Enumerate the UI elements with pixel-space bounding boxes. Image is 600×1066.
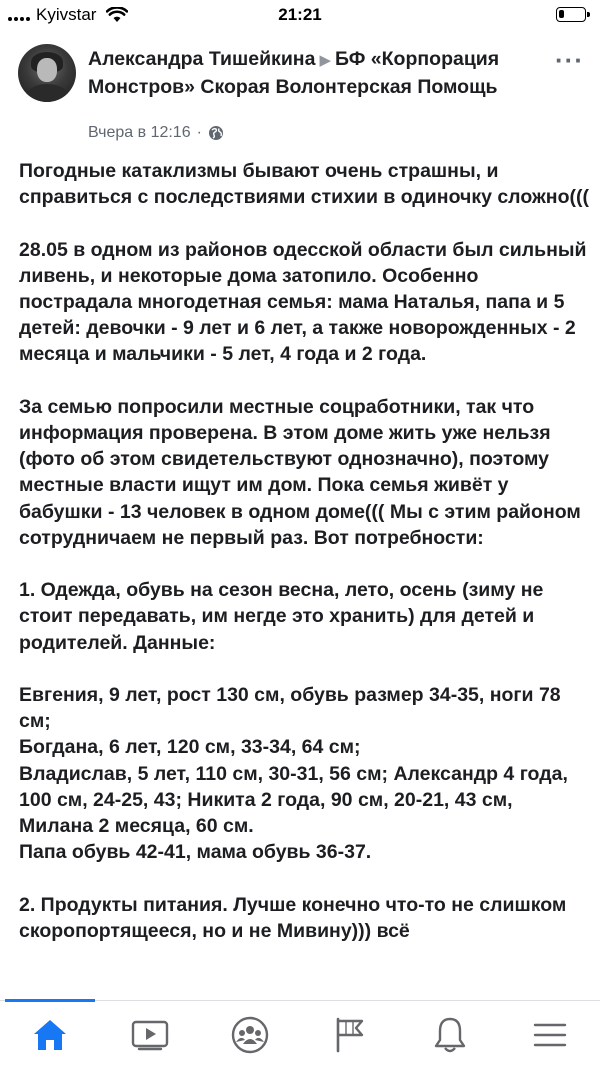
group-name-link[interactable]: БФ «Корпорация Монстров» Скорая Волонтерская Помощь xyxy=(88,48,500,98)
post-paragraph: 2. Продукты питания. Лучше конечно что-то не слишком скоропортящееся, но и не Мивину))) всё xyxy=(19,893,567,942)
notifications-bell-icon xyxy=(433,1016,467,1054)
nav-menu[interactable] xyxy=(530,1017,570,1053)
meta-separator: · xyxy=(196,124,202,141)
nav-video[interactable] xyxy=(130,1017,170,1053)
bottom-tab-bar xyxy=(0,1000,600,1066)
nav-groups[interactable] xyxy=(230,1017,270,1053)
video-icon xyxy=(131,1019,169,1051)
status-time: 21:21 xyxy=(278,5,322,24)
post-paragraph: 1. Одежда, обувь на сезон весна, лето, осень (зиму не стоит передавать, им негде это хранить) для детей и родителей. Данные: xyxy=(19,579,544,654)
menu-hamburger-icon xyxy=(533,1021,567,1049)
right-triangle-icon: ▶ xyxy=(319,52,331,69)
battery-level xyxy=(559,10,564,18)
status-bar xyxy=(0,0,600,32)
post-paragraph: Погодные катаклизмы бывают очень страшны, и справиться с последствиями стихии в одиночку сложно((( xyxy=(19,160,589,209)
pages-flag-icon xyxy=(334,1017,366,1053)
post-header-title xyxy=(88,46,548,101)
nav-notifications[interactable] xyxy=(430,1017,470,1053)
groups-icon xyxy=(231,1016,269,1054)
nav-home[interactable] xyxy=(30,1017,70,1053)
post-paragraph: Евгения, 9 лет, рост 130 см, обувь размер 34-35, ноги 78 см; Богдана, 6 лет, 120 см, 33-34, 64 см; Владислав, 5 лет, 110 см, 30-31, 56 см; Александр 4 года, 100 см, 24-25, 43; Никита 2 года, 90 см, 20-21, 43 см, Милана 2 месяца, 60 см. Папа обувь 42-41, мама обувь 36-37. xyxy=(19,684,568,864)
active-tab-indicator xyxy=(5,999,95,1002)
more-horizontal-icon[interactable]: ··· xyxy=(555,45,584,75)
globe-icon xyxy=(208,125,224,141)
post-paragraph: За семью попросили местные соцработники, так что информация проверена. В этом доме жить уже нельзя (фото об этом свидетельствуют однозначно), поэтому местные власти ищут им дом. Пока семья живёт у бабушки - 13 человек в одном доме((( Мы с этим районом сотрудничаем не первый раз. Вот потребности: xyxy=(19,395,581,549)
post-meta xyxy=(88,124,224,142)
battery-icon xyxy=(556,7,586,22)
nav-pages[interactable] xyxy=(330,1017,370,1053)
author-avatar[interactable] xyxy=(18,44,76,102)
author-name-link[interactable]: Александра Тишейкина xyxy=(88,48,316,70)
post-timestamp[interactable]: Вчера в 12:16 xyxy=(88,124,191,141)
carrier-name: Kyivstar xyxy=(36,5,97,24)
home-icon xyxy=(32,1018,68,1052)
post-text xyxy=(19,158,589,970)
post-paragraph: 28.05 в одном из районов одесской области был сильный ливень, и некоторые дома затопило. Особенно пострадала многодетная семья: мама Наталья, папа и 5 детей: девочки - 9 лет и 6 лет, а также новорожденных - 2 месяца и мальчики - 5 лет, 4 года и 2 года. xyxy=(19,238,587,366)
